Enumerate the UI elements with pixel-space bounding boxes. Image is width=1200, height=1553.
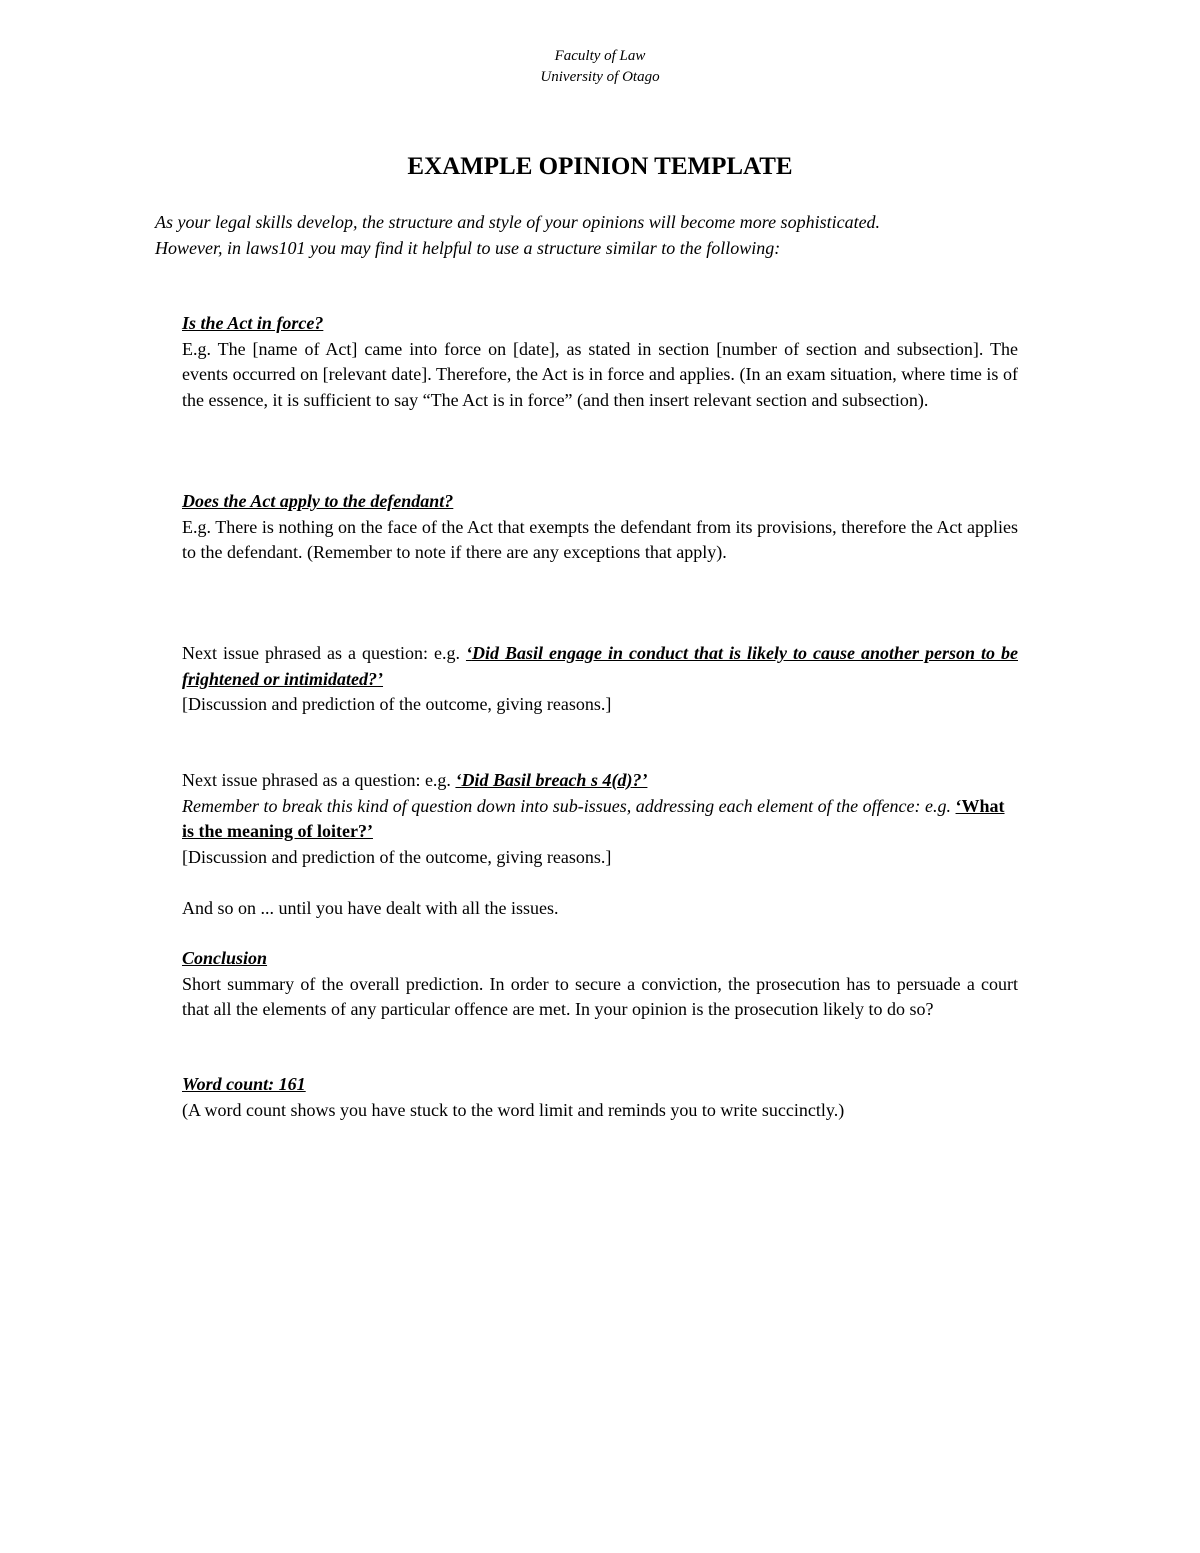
and-so-on-paragraph: And so on ... until you have dealt with all the issues. (182, 898, 559, 918)
faculty-name: Faculty of Law (554, 48, 646, 64)
university-name: University of Otago (540, 69, 660, 85)
issue-lead: Next issue phrased as a question: e.g. (182, 770, 456, 790)
issue-reminder: Remember to break this kind of question down into sub-issues, addressing each element of the offence: e.g. (182, 795, 956, 816)
issue-question-open: ‘ (465, 643, 472, 663)
issue-lead: Next issue phrased as a question: e.g. (182, 643, 466, 663)
section-text: (A word count shows you have stuck to the word limit and reminds you to write succinctly.) (182, 1099, 845, 1120)
intro-line-2: However, in laws101 you may find it helpful to use a structure similar to the following: (155, 238, 781, 258)
issue-question-open: ‘ (455, 770, 462, 790)
intro-paragraph (155, 209, 1030, 261)
section-heading: Does the Act apply to the defendant? (182, 491, 454, 511)
section-act-applies (182, 489, 1018, 566)
intro-line-1: As your legal skills develop, the structure and style of your opinions will become more sophisticated. (155, 212, 881, 232)
section-conclusion (182, 946, 1018, 1023)
issue-question-close: ’ (377, 668, 384, 689)
section-act-in-force (182, 311, 1018, 413)
section-heading: Word count: 161 (182, 1074, 306, 1094)
issue-question-close: ?’ (632, 770, 648, 790)
issue-question: Did Basil engage in conduct that is likely to cause another person to be frightened or intimidated? (182, 643, 1018, 689)
issue-sub-question: ‘What is the meaning of loiter?’ (182, 795, 1005, 841)
issue-discussion: [Discussion and prediction of the outcome, giving reasons.] (182, 846, 612, 867)
issue-question: Did Basil breach s 4(d) (461, 770, 633, 790)
section-text: E.g. The [name of Act] came into force on [date], as stated in section [number of section and subsection]. The events occurred on [relevant date]. Therefore, the Act is in force and applies. (In an exam situation, where time is of the essence, it is sufficient to say “The Act is in force” (and then insert relevant section and subsection). (182, 338, 1018, 410)
section-text: E.g. There is nothing on the face of the Act that exempts the defendant from its provisions, therefore the Act applies to the defendant. (Remember to note if there are any exceptions that apply). (182, 516, 1018, 562)
issue-reminder-paragraph (182, 794, 1018, 845)
section-heading: Conclusion (182, 948, 268, 968)
issue-discussion: [Discussion and prediction of the outcome, giving reasons.] (182, 694, 612, 714)
document-title: EXAMPLE OPINION TEMPLATE (407, 153, 793, 180)
issue-question-paragraph (182, 768, 1018, 794)
section-word-count (182, 1072, 1018, 1123)
section-text: Short summary of the overall prediction. In order to secure a conviction, the prosecution has to persuade a court that all the elements of any particular offence are met. In your opinion is the prosecution likely to do so? (182, 973, 1018, 1019)
section-issue-1 (182, 641, 1018, 718)
section-heading: Is the Act in force? (182, 313, 324, 333)
page-header (0, 46, 1200, 88)
section-issue-2 (182, 768, 1018, 870)
issue-question-paragraph (182, 641, 1018, 692)
